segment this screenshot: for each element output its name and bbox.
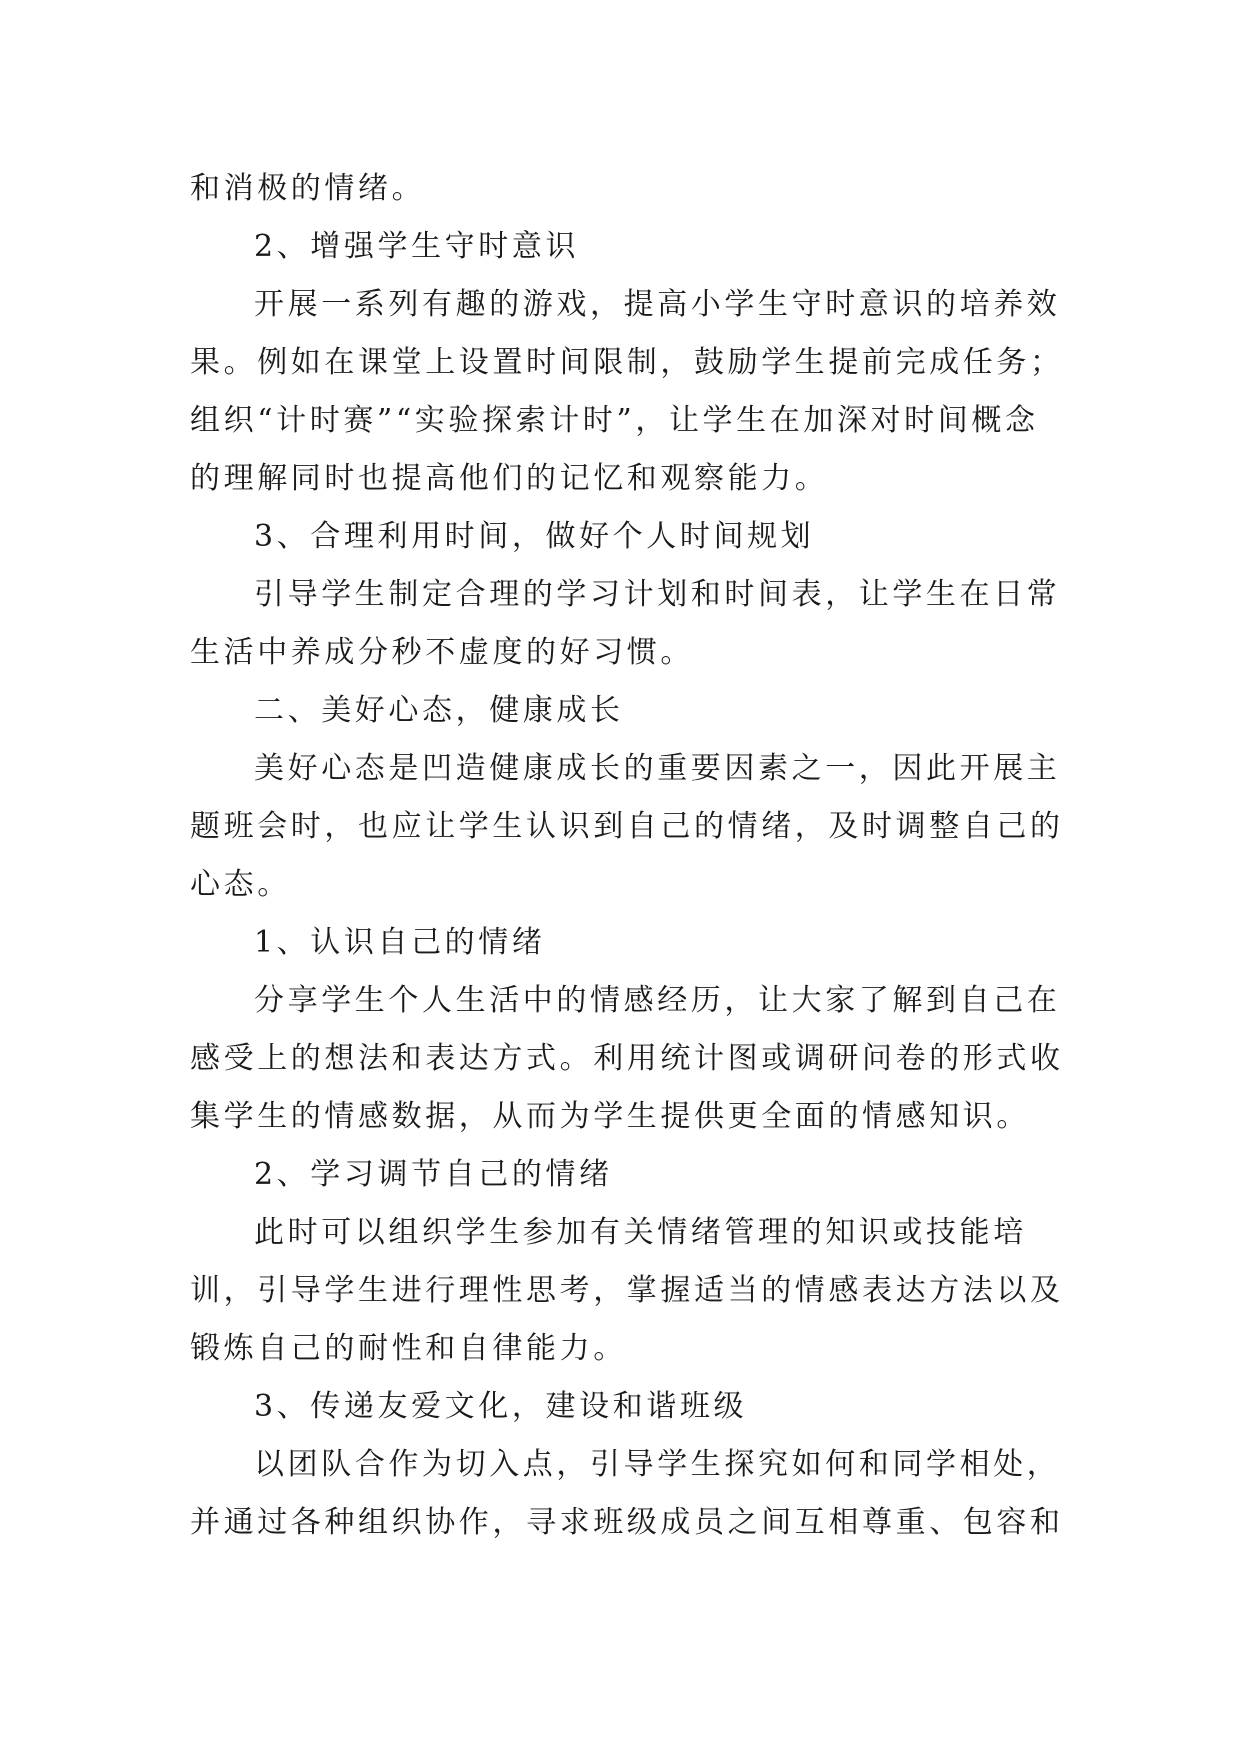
text-line: 生活中养成分秒不虚度的好习惯。 — [190, 635, 694, 670]
section-heading: 2、学习调节自己的情绪 — [254, 1157, 613, 1192]
text-line: 以团队合作为切入点，引导学生探究如何和同学相处， — [254, 1447, 1061, 1482]
text-line: 和消极的情绪。 — [190, 171, 426, 206]
text-line: 引导学生制定合理的学习计划和时间表，让学生在日常 — [254, 577, 1061, 612]
section-heading: 3、传递友爱文化，建设和谐班级 — [254, 1389, 748, 1424]
section-heading: 1、认识自己的情绪 — [254, 925, 546, 960]
text-line: 果。例如在课堂上设置时间限制，鼓励学生提前完成任务； — [190, 345, 1064, 380]
text-line: 组织“计时赛”“实验探索计时”，让学生在加深对时间概念 — [190, 403, 1039, 438]
text-line: 的理解同时也提高他们的记忆和观察能力。 — [190, 461, 829, 496]
section-heading: 二、美好心态，健康成长 — [254, 693, 624, 728]
text-line: 训，引导学生进行理性思考，掌握适当的情感表达方法以及 — [190, 1273, 1064, 1308]
text-line: 题班会时，也应让学生认识到自己的情绪，及时调整自己的 — [190, 809, 1064, 844]
text-line: 集学生的情感数据，从而为学生提供更全面的情感知识。 — [190, 1099, 1030, 1134]
section-heading: 3、合理利用时间，做好个人时间规划 — [254, 519, 815, 554]
text-line: 此时可以组织学生参加有关情绪管理的知识或技能培 — [254, 1215, 1027, 1250]
text-line: 心态。 — [190, 867, 291, 902]
text-line: 美好心态是凹造健康成长的重要因素之一，因此开展主 — [254, 751, 1061, 786]
text-line: 分享学生个人生活中的情感经历，让大家了解到自己在 — [254, 983, 1061, 1018]
document-body — [190, 160, 1064, 1552]
text-line: 锻炼自己的耐性和自律能力。 — [190, 1331, 627, 1366]
section-heading: 2、增强学生守时意识 — [254, 229, 580, 264]
text-line: 并通过各种组织协作，寻求班级成员之间互相尊重、包容和 — [190, 1505, 1064, 1540]
text-line: 感受上的想法和表达方式。利用统计图或调研问卷的形式收 — [190, 1041, 1064, 1076]
text-line: 开展一系列有趣的游戏，提高小学生守时意识的培养效 — [254, 287, 1061, 322]
